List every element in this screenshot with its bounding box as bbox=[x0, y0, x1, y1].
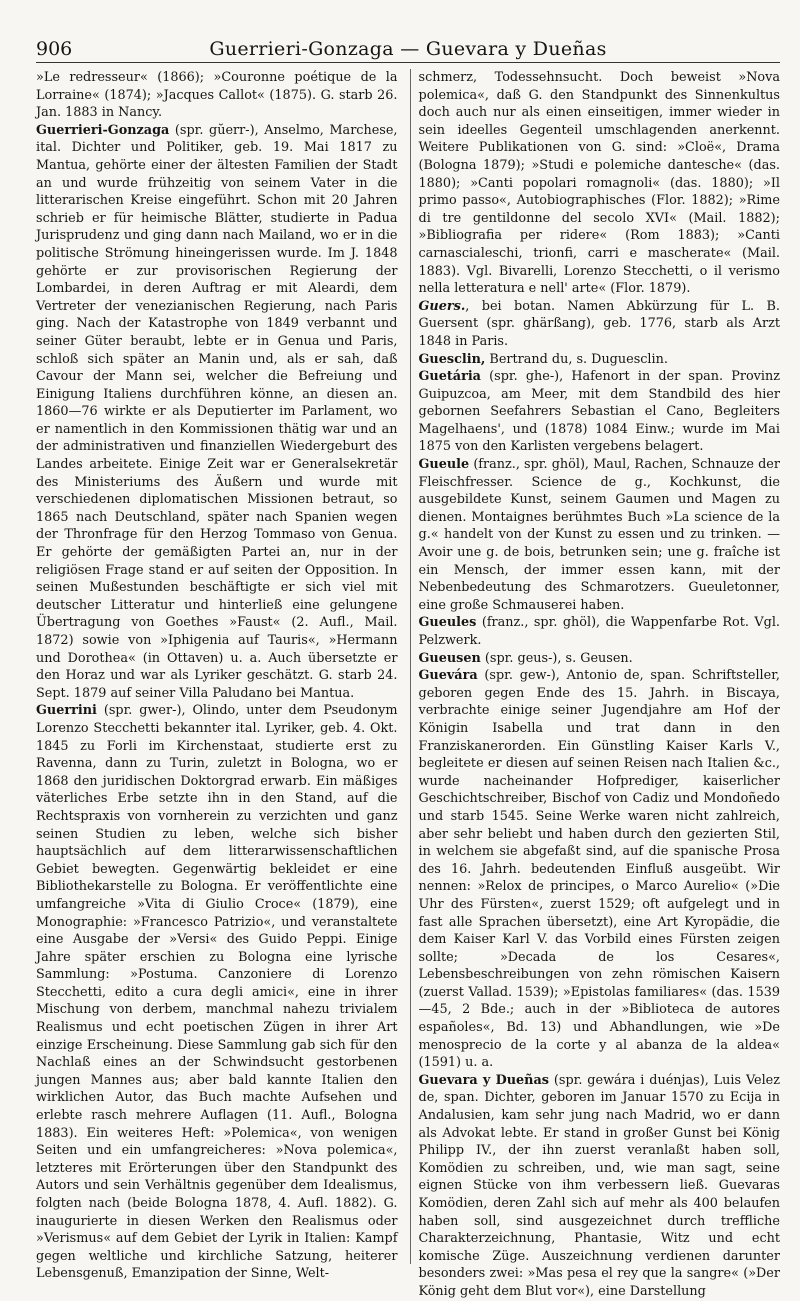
entry-body: (franz., spr. ghöl), die Wappenfarbe Rot. Vgl. Pelzwerk. bbox=[418, 615, 780, 648]
entry-headword: Gueusen bbox=[418, 650, 481, 666]
entry-body: (spr. gwer-), Olindo, unter dem Pseudonym Lorenzo Stecchetti bekannter ital. Lyriker, geb. 4. Okt. 1845 zu Forli im Kirchenstaat, studierte erst zu Ravenna, dann zu Turin, zuletzt in Bologna, wo er 1868 den juridischen Doktorgrad erwarb. Ein mäßiges väterliches Erbe setzte ihn in den Stand, auf die Rechtspraxis von vornherein zu verzichten und ganz seinen Studien zu leben, welche sich bisher hauptsächlich auf dem litterarwissenschaftlichen Gebiet bewegten. Gegenwärtig bekleidet er eine Bibliothekarstelle zu Bologna. Er veröffentlichte eine umfangreiche »Vita di Giulio Croce« (1879), eine Monographie: »Francesco Patrizio«, und veranstaltete eine Ausgabe der »Versi« des Guido Peppi. Einige Jahre später erschien zu Bologna eine lyrische Sammlung: »Postuma. Canzoniere di Lorenzo Stecchetti, edito a cura degli amici«, eine in ihrer Mischung von derbem, manchmal nahezu trivialem Realismus und echt poetischen Zügen in ihrer Art einzige Erscheinung. Diese Sammlung gab sich für den Nachlaß eines an der Schwindsucht gestorbenen jungen Mannes aus; aber bald kannte Italien den wirklichen Autor, das Buch machte Aufsehen und erlebte rasch mehrere Auflagen (11. Aufl., Bologna 1883). Ein weiteres Heft: »Polemica«, von wenigen Seiten und ein umfangreicheres: »Nova polemica«, letzteres mit Erörterungen über den Standpunkt des Autors und sein Verhältnis gegenüber dem Idealismus, folgten nach (beide Bologna 1878, 4. Aufl. 1882). G. inaugurierte in diesen Werken den Realismus oder »Verismus« auf dem Gebiet der Lyrik in Italien: Kampf gegen weltliche und kirchliche Satzung, heiterer Lebensgenuß, Emanzipation der Sinne, Welt- bbox=[36, 703, 398, 1282]
entry-body: schmerz, Todessehnsucht. Doch beweist »Nova polemica«, daß G. den Standpunkt des Sinnenkultus doch auch nur als einen einseitigen, immer wieder in sein ideelles Gegenteil umschlagenden anerkennt. Weitere Publikationen von G. sind: »Cloë«, Drama (Bologna 1879); »Studi e polemiche dantesche« (das. 1880); »Canti popolari romagnoli« (das. 1880); »Il primo passo«, Autobiographisches (Flor. 1882); »Rime di tre gentildonne del secolo XVI« (Mail. 1882); »Bibliografia per ridere« (Rom 1883); »Canti carnascialeschi, trionfi, carri e mascherate« (Mail. 1883). Vgl. Bivarelli, Lorenzo Stecchetti, o il verismo nella letteratura e nell' arte« (Flor. 1879). bbox=[418, 70, 780, 297]
entry-body: (spr. geus-), s. Geusen. bbox=[480, 650, 633, 666]
dictionary-entry bbox=[419, 298, 781, 351]
entry-body: Bertrand du, s. Duguesclin. bbox=[485, 351, 668, 367]
entry-body: , bei botan. Namen Abkürzung für L. B. Guersent (spr. ghärßang), geb. 1776, starb als Arzt 1848 in Paris. bbox=[418, 298, 780, 349]
entry-body: (spr. ghe-), Hafenort in der span. Provinz Guipuzcoa, am Meer, mit dem Standbild des hier gebornen Seefahrers Sebastian el Cano, Begleiters Magelhaens', und (1878) 1084 Einw.; wurde im Mai 1875 von den Karlisten vergebens belagert. bbox=[418, 369, 780, 455]
entry-body: (spr. gŭerr-), Anselmo, Marchese, ital. Dichter und Politiker, geb. 19. Mai 1817 zu Mantua, gehörte einer der ältesten Familien der Stadt an und wurde frühzeitig von seinem Vater in die litterarischen Kreise eingeführt. Schon mit 20 Jahren schrieb er für heimische Blätter, studierte in Padua Jurisprudenz und ging dann nach Mailand, wo er in die politische Strömung hineingerissen wurde. Im J. 1848 gehörte er zur provisorischen Regierung der Lombardei, in deren Auftrag er mit Aleardi, dem Vertreter der venezianischen Regierung, nach Paris ging. Nach der Katastrophe von 1849 verbannt und seiner Güter beraubt, lebte er in Genua und Paris, schloß sich später an Manin und, als er sah, daß Cavour der Mann sei, welcher die Befreiung und Einigung Italiens durchführen könne, an diesen an. 1860—76 wirkte er als Deputierter im Parlament, wo er namentlich in den Kommissionen thätig war und an der administrativen und finanziellen Wiedergeburt des Landes arbeitete. Einige Zeit war er Generalsekretär des Ministeriums des Äußern und wurde mit verschiedenen diplomatischen Missionen betraut, so 1865 nach Deutschland, später nach Spanien wegen der Thronfrage für den Herzog Tommaso von Genua. Er gehörte der gemäßigten Partei an, nur in der religiösen Frage stand er auf seiten der Opposition. In seinen Mußestunden beschäftigte er sich viel mit deutscher Litteratur und hinterließ eine gelungene Übertragung von Goethes »Faust« (2. Aufl., Mail. 1872) sowie von »Iphigenia auf Tauris«, »Hermann und Dorothea« (in Ottaven) u. a. Auch übersetzte er den Horaz und war als Lyriker geschätzt. G. starb 24. Sept. 1879 auf seiner Villa Paludano bei Mantua. bbox=[36, 122, 398, 701]
page-number: 906 bbox=[36, 38, 73, 60]
continued-text bbox=[36, 69, 398, 122]
page-header bbox=[36, 32, 780, 63]
entry-body: (spr. gew-), Antonio de, span. Schriftsteller, geboren gegen Ende des 15. Jahrh. in Biscaya, verbrachte einige seiner Jugendjahre am Hof der Königin Isabella und trat dann in den Franziskanerorden. Ein Günstling Kaiser Karls V., begleitete er diesen auf seinen Reisen nach Italien &c., wurde nacheinander Hofprediger, kaiserlicher Geschichtschreiber, Bischof von Cadiz und Mondoñedo und starb 1545. Seine Werke waren nicht zahlreich, aber sehr beliebt und haben durch den gezierten Stil, in welchem sie abgefaßt sind, auf die spanische Prosa des 16. Jahrh. bedeutenden Einfluß ausgeübt. Wir nennen: »Relox de principes, o Marco Aurelio« (»Die Uhr des Fürsten«, zuerst 1529; oft aufgelegt und in fast alle Sprachen übersetzt), eine Art Kyropädie, die dem Kaiser Karl V. das Vorbild eines Fürsten zeigen sollte; »Decada de los Cesares«, Lebensbeschreibungen von zehn römischen Kaisern (zuerst Vallad. 1539); »Epistolas familiares« (das. 1539—45, 2 Bde.; auch in der »Biblioteca de autores españoles«, Bd. 13) und Abhandlungen, wie »De menosprecio de la corte y al abanza de la aldea« (1591) u. a. bbox=[418, 668, 780, 1071]
entry-headword: Guerrieri-Gonzaga bbox=[36, 122, 170, 138]
entry-body: »Le redresseur« (1866); »Couronne poétique de la Lorraine« (1874); »Jacques Callot« (1875). G. starb 26. Jan. 1883 in Nancy. bbox=[36, 70, 398, 121]
text-columns bbox=[36, 69, 780, 1299]
right-column bbox=[410, 69, 781, 1299]
entry-body: (franz., spr. ghöl), Maul, Rachen, Schnauze der Fleischfresser. Science de g., Kochkunst, die ausgebildete Kunst, seinem Gaumen und Magen zu dienen. Montaignes berühmtes Buch »La science de la g.« handelt von der Kunst zu essen und zu trinken. — Avoir une g. de bois, betrunken sein; une g. fraîche ist ein Mensch, der immer essen kann, mit der Nebenbedeutung des Schmarotzers. Gueuletonner, eine große Schmauserei haben. bbox=[418, 457, 780, 613]
dictionary-entry bbox=[419, 351, 781, 369]
entry-headword: Guevára bbox=[418, 668, 478, 684]
entry-body: (spr. gewára i duénjas), Luis Velez de, span. Dichter, geboren im Januar 1570 zu Ecija in Andalusien, kam sehr jung nach Madrid, wo er dann als Advokat lebte. Er stand in großer Gunst bei König Philipp IV., der ihn zuerst veranlaßt haben soll, Komödien zu schreiben, und, wie man sagt, seine eignen Stücke von ihm verbessern ließ. Guevaras Komödien, deren Zahl sich auf mehr als 400 belaufen haben soll, sind ausgezeichnet durch treffliche Charakterzeichnung, Phantasie, Witz und echt komische Züge. Auszeichnung verdienen darunter besonders zwei: »Mas pesa el rey que la sangre« (»Der König geht dem Blut vor«), eine Darstellung bbox=[418, 1072, 780, 1299]
dictionary-entry bbox=[36, 702, 398, 1283]
dictionary-entry bbox=[419, 667, 781, 1072]
entry-headword: Gueules bbox=[418, 615, 477, 631]
dictionary-entry bbox=[419, 368, 781, 456]
entry-headword: Guevara y Dueñas bbox=[418, 1072, 549, 1088]
running-title: Guerrieri-Gonzaga — Guevara y Dueñas bbox=[209, 38, 607, 60]
dictionary-entry bbox=[419, 456, 781, 614]
entry-headword: Guerrini bbox=[36, 703, 97, 719]
left-column bbox=[36, 69, 398, 1282]
dictionary-entry bbox=[419, 614, 781, 649]
entry-headword: Gueule bbox=[418, 457, 470, 473]
entry-headword: Guers. bbox=[418, 298, 466, 314]
continued-text bbox=[419, 69, 781, 298]
entry-headword: Guetária bbox=[418, 369, 481, 385]
dictionary-entry bbox=[419, 650, 781, 668]
dictionary-entry bbox=[419, 1072, 781, 1301]
dictionary-entry bbox=[36, 122, 398, 703]
entry-headword: Guesclin, bbox=[418, 351, 486, 367]
